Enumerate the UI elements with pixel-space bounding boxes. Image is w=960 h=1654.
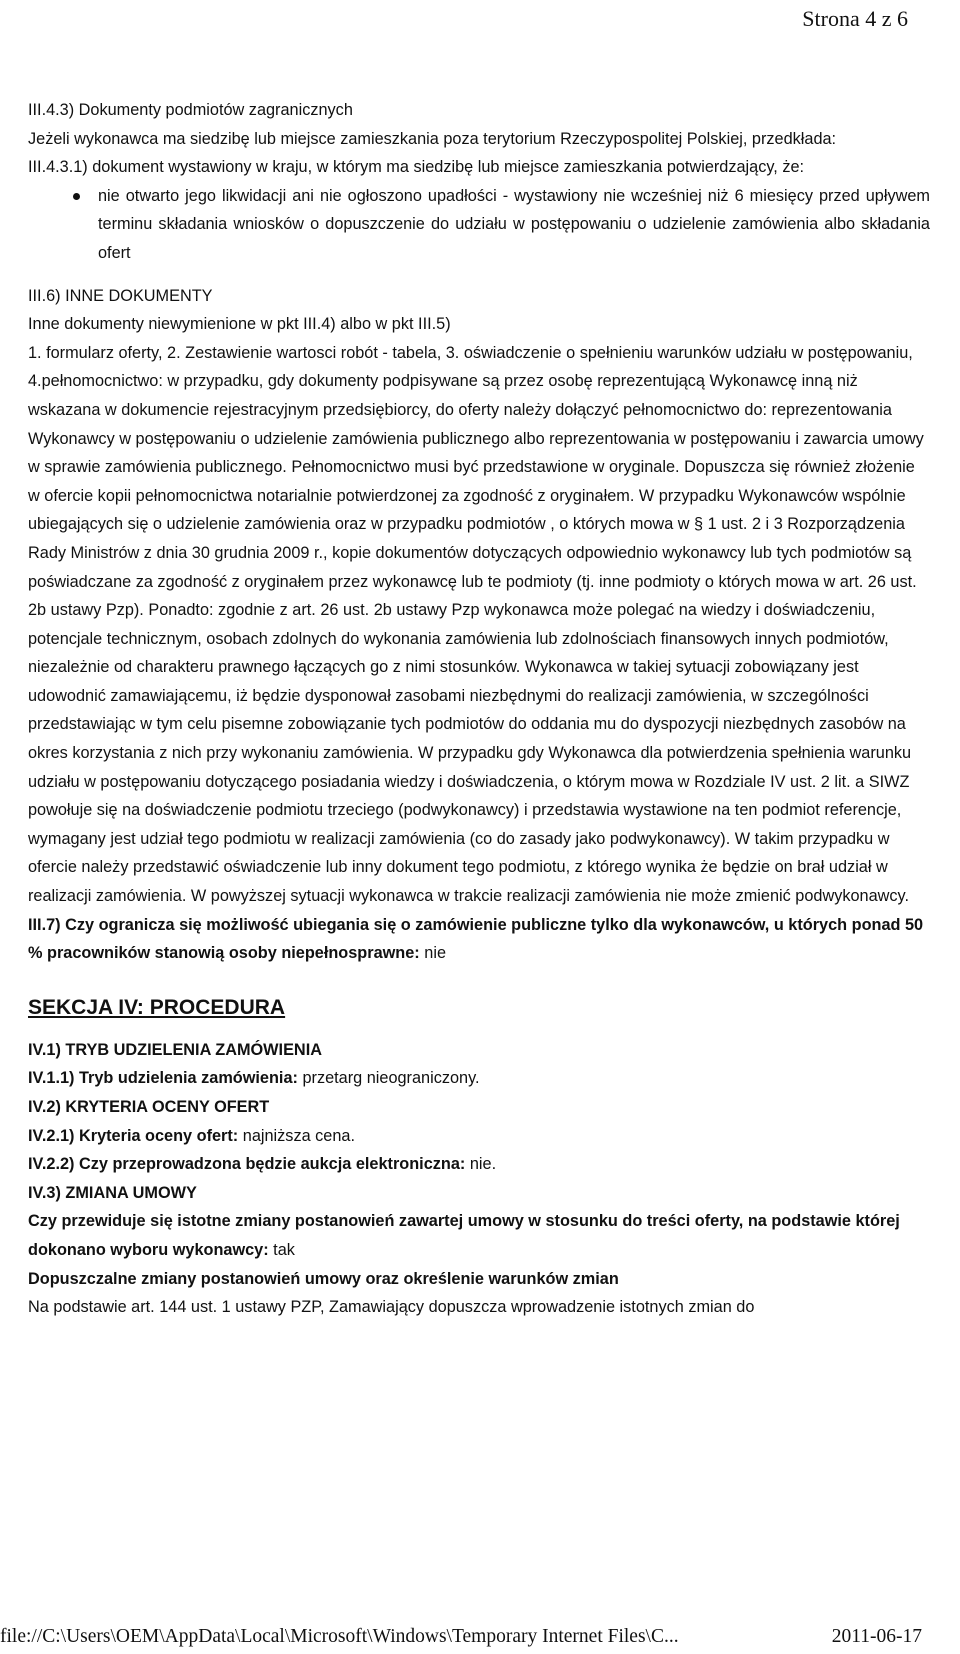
section-body-iii-6: 1. formularz oferty, 2. Zestawienie wartosci robót - tabela, 3. oświadczenie o spełnieniu warunków udziału w postępowaniu, 4.pełnomocnictwo: w przypadku, gdy dokumenty podpisywane są przez osobę reprezentującą Wykonawcę inną niż wskazana w dokumencie rejestracyjnym przedsiębiorcy, do oferty należy dołączyć pełnomocnictwo do: reprezentowania Wykonawcy w postępowaniu o udzielenie zamówienia publicznego albo reprezentowania w postępowaniu i zawarcia umowy w sprawie zamówienia publicznego. Pełnomocnictwo musi być przedstawione w oryginale. Dopuszcza się również złożenie w ofercie kopii pełnomocnictwa notarialnie potwierdzonej za zgodność z oryginałem. W przypadku Wykonawców wspólnie ubiegających się o udzielenie zamówienia oraz w przypadku podmiotów , o których mowa w § 1 ust. 2 i 3 Rozporządzenia Rady Ministrów z dnia 30 grudnia 2009 r., kopie dokumentów dotyczących odpowiednio wykonawcy lub tych podmiotów są poświadczane za zgodność z oryginałem przez wykonawcę lub te podmioty (tj. inne podmioty o których mowa w art. 26 ust. 2b ustawy Pzp). Ponadto: zgodnie z art. 26 ust. 2b ustawy Pzp wykonawca może polegać na wiedzy i doświadczeniu, potencjale technicznym, osobach zdolnych do wykonania zamówienia lub zdolnościach finansowych innych podmiotów, niezależnie od charakteru prawnego łączących go z nimi stosunków. Wykonawca w takiej sytuacji zobowiązany jest udowodnić zamawiającemu, iż będzie dysponował zasobami niezbędnymi do realizacji zamówienia, w szczególności przedstawiając w tym celu pisemne zobowiązanie tych podmiotów do oddania mu do dyspozycji niezbędnych zasobów na okres korzystania z nich przy wykonaniu zamówienia. W przypadku gdy Wykonawca dla potwierdzenia spełnienia warunku udziału w postępowaniu dotyczącego posiadania wiedzy i doświadczenia, o którym mowa w Rozdziale IV ust. 2 lit. a SIWZ powołuje się na doświadczenie podmiotu trzeciego (podwykonawcy) i przedstawia wystawione na ten podmiot referencje, wymagany jest udział tego podmiotu w realizacji zamówienia (co do zasady jako podwykonawcy). W takim przypadku w ofercie należy przedstawić oświadczenie lub inny dokument tego podmiotu, z którego wynika że będzie on brał udział w realizacji zamówienia. W powyższej sytuacji wykonawca w trakcie realizacji zamówienia nie może zmienić podwykonawcy.: [28, 343, 924, 906]
bullet-list: [28, 182, 930, 268]
section-subtitle-iii-6: Inne dokumenty niewymienione w pkt III.4) albo w pkt III.5): [28, 315, 451, 334]
iv-2-2-row: [28, 1150, 930, 1179]
section-title-iii-6: III.6) INNE DOKUMENTY: [28, 286, 213, 305]
iv-3-changes-title: Dopuszczalne zmiany postanowień umowy oraz określenie warunków zmian: [28, 1269, 619, 1288]
iv-3-question-value: tak: [273, 1240, 295, 1259]
iv-2-2-label: IV.2.2) Czy przeprowadzona będzie aukcja elektroniczna:: [28, 1155, 466, 1174]
document-body: [28, 96, 930, 1322]
footer-date: 2011-06-17: [831, 1626, 922, 1647]
section-value-iii-7: nie: [424, 944, 446, 963]
iv-1-1-value: przetarg nieograniczony.: [302, 1069, 480, 1088]
section-iii-7: [28, 911, 930, 968]
iv-2-2-value: nie.: [469, 1155, 497, 1174]
section-text-iii-4-3-1: III.4.3.1) dokument wystawiony w kraju, w którym ma siedzibę lub miejsce zamieszkania potwierdzający, że:: [28, 158, 805, 177]
iv-2-1-row: [28, 1122, 930, 1151]
iv-2-1-value: najniższa cena.: [242, 1126, 355, 1145]
section-label-iii-7: III.7) Czy ogranicza się możliwość ubiegania się o zamówienie publiczne tylko dla wykonawców, u których ponad 50 % pracowników stanowią osoby niepełnosprawne:: [28, 915, 924, 963]
section-title-iii-4-3: III.4.3) Dokumenty podmiotów zagranicznych: [28, 101, 353, 119]
section-intro-iii-4-3: Jeżeli wykonawca ma siedzibę lub miejsce zamieszkania poza terytorium Rzeczypospolitej Polskiej, przedkłada:: [28, 129, 837, 148]
iv-1-title: IV.1) TRYB UDZIELENIA ZAMÓWIENIA: [28, 1040, 322, 1059]
iv-3-question-row: [28, 1207, 930, 1264]
iv-2-1-label: IV.2.1) Kryteria oceny ofert:: [28, 1126, 239, 1145]
iv-3-question-label: Czy przewiduje się istotne zmiany postanowień zawartej umowy w stosunku do treści oferty, na podstawie której dokonano wyboru wykonawcy:: [28, 1212, 900, 1259]
iv-3-title: IV.3) ZMIANA UMOWY: [28, 1183, 197, 1202]
section-iv-heading: SEKCJA IV: PROCEDURA: [28, 995, 286, 1019]
footer-file-path: file://C:\Users\OEM\AppData\Local\Microsoft\Windows\Temporary Internet Files\C...: [0, 1626, 679, 1647]
iv-1-1-row: [28, 1064, 930, 1093]
list-item: nie otwarto jego likwidacji ani nie ogłoszono upadłości - wystawiony nie wcześniej niż 6 miesięcy przed upływem terminu składania wniosków o dopuszczenie do udziału w postępowaniu o udzielenie zamówienia albo składania ofert: [98, 182, 930, 268]
iv-3-changes-text: Na podstawie art. 144 ust. 1 ustawy PZP, Zamawiający dopuszcza wprowadzenie istotnych zmian do: [28, 1298, 755, 1317]
iv-1-1-label: IV.1.1) Tryb udzielenia zamówienia:: [28, 1069, 298, 1088]
iv-2-title: IV.2) KRYTERIA OCENY OFERT: [28, 1098, 270, 1116]
page-number: Strona 4 z 6: [802, 6, 908, 31]
